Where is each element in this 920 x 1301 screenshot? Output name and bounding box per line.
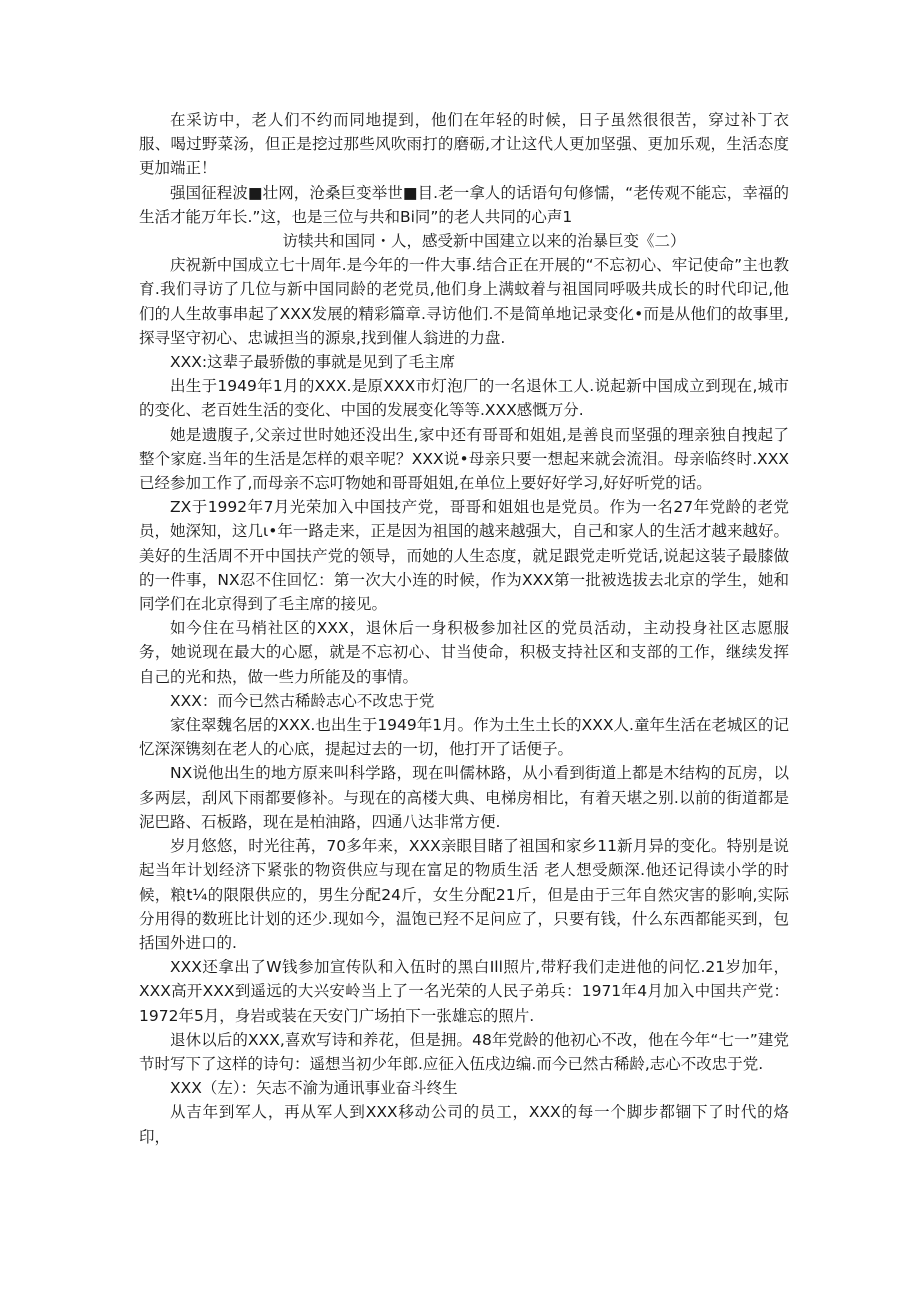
paragraph-retirement-poem: 退休以后的XXX,喜欢写诗和养花，但是拥。48年党龄的他初心不改，他在今年“七一”建党节时写下了这样的诗句：遥想当初少年郎.应征入伍戌边编.而今已然古稀龄,志心不改忠于党. <box>139 1030 789 1073</box>
document-body <box>139 108 789 1149</box>
paragraph-posthumous-child: 她是遗腹子,父亲过世时她还没出生,家中还有哥哥和姐姐,是善良而坚强的理亲独自拽起了整个家庭.当年的生活是怎样的艰辛呢？XXX说•母亲只要一想起来就会流泪。母亲临终时.XXX已经参加工作了,而母亲不忘叮物她和哥哥姐姐,在单位上要好好学习,好好听党的话。 <box>139 425 789 493</box>
paragraph-birthplace: NX说他出生的地方原来叫科学路，现在叫儒林路，从小看到街道上都是木结构的瓦房，以多两层，刮风下雨都要修补。与现在的高楼大典、电梯房相比，有着天堪之别.以前的街道都是泥巴路、石板路，现在是柏油路，四通八达非常方便. <box>139 764 789 831</box>
paragraph-joined-party: ZX于1992年7月光荣加入中国技产党，哥哥和姐姐也是党员。作为一名27年党龄的老党员，她深知，这几ι•年一路走来，正是因为祖国的越来越强大，自己和家人的生活才越来越好。美好的生活周不开中国扶产党的领导，而她的人生态度，就足跟党走听党话,说起这装子最膝做的一件事，NX忍不住回忆：第一次大小连的时候，作为XXX第一批被选拔去北京的学生，她和同学们在北京得到了毛主席的接见。 <box>139 498 789 614</box>
section-heading: 访犊共和国同・人，感受新中国建立以来的治暴巨变《二） <box>282 232 686 251</box>
paragraph-born-1949: 出生于1949年1月的XXX.是原XXX市灯泡厂的一名退休工人.说起新中国成立到现在,城市的变化、老百姓生活的变化、中国的发展变化等等.XXX感慨万分. <box>139 377 789 420</box>
paragraph-community: 如今住在马梢社区的XXX，退休后一身积极参加社区的党员活动，主动投身社区志愿服务，她说现在最大的心愿，就是不忘初心、甘当使命，积极支持社区和支部的工作，继续发挥自己的光和热，做一些力所能及的事情。 <box>139 619 789 686</box>
paragraph-interview-intro: 在采访中，老人们不约而同地提到，他们在年轻的时候，日子虽然很很苦，穿过补丁衣服、喝过野菜汤，但正是挖过那些风吹雨打的磨砺,才让这代人更加坚强、更加乐观，生活态度更加端正！ <box>139 111 789 178</box>
subheading-proudest-thing: XXX:这辈子最骄傲的事就是见到了毛主席 <box>170 353 456 372</box>
paragraph-old-town: 家住翠魏名居的XXX.也出生于1949年1月。作为土生土长的XXX人.童年生活在老城区的记忆深深镌刻在老人的心底，提起过去的一切，他打开了话便子。 <box>139 716 789 759</box>
paragraph-youth-to-soldier: 从吉年到军人，再从军人到XXX移动公司的员工，XXX的每一个脚步都锢下了时代的烙印， <box>139 1103 789 1146</box>
paragraph-strong-nation: 强国征程波■壮网，沧桑巨变举世■目.老一拿人的话语句句修懦，“老传观不能忘，幸福的生活才能万年长.”这，也是三位与共和Bi同”的老人共同的心声1 <box>139 183 789 226</box>
subheading-telecom: XXX（左）：矢志不渝为通讯事业奋斗终生 <box>170 1079 458 1098</box>
subheading-loyal-to-party: XXX：而今已然古稀龄志心不改忠于党 <box>170 691 435 710</box>
paragraph-celebration: 庆祝新中国成立七十周年.是今年的一件大事.结合正在开展的“不忘初心、牢记使命”主也教育.我们寻访了几位与新中国同龄的老党员,他们身上满蚊着与祖国同呼吸共成长的时代印记,他们的人生故事串起了XXX发展的精彩篇章.寻访他们.不是简单地记录变化•而是从他们的故事里,探寻坚守初心、忠诚担当的源泉,找到催人翁进的力盘. <box>139 256 789 347</box>
paragraph-photos: XXX还拿出了W钱参加宣传队和入伍时的黑白Ill照片,带籽我们走进他的问忆.21岁加年，XXX高开XXX到遥远的大兴安岭当上了一名光荣的人民子弟兵：1971年4月加入中国共产党：1972年5月，身岩或装在天安门广场拍下一张雄忘的照片. <box>139 958 789 1025</box>
paragraph-years-pass: 岁月悠悠，时光往苒，70多年来，XXX亲眼目睹了祖国和家乡11新月异的变化。特别是说起当年计划经济下紧张的物资供应与现在富足的物质生活 老人想受颇深.他还记得读小学的时候，粮t¼的限限供应的，男生分配24斤，女生分配21斤，但是由于三年自然灾害的影响,实际分用得的数班比计划的还少.现如今，温饱已羟不足问应了，只要有钱，什么东西都能买到，包括国外进口的. <box>139 837 789 952</box>
